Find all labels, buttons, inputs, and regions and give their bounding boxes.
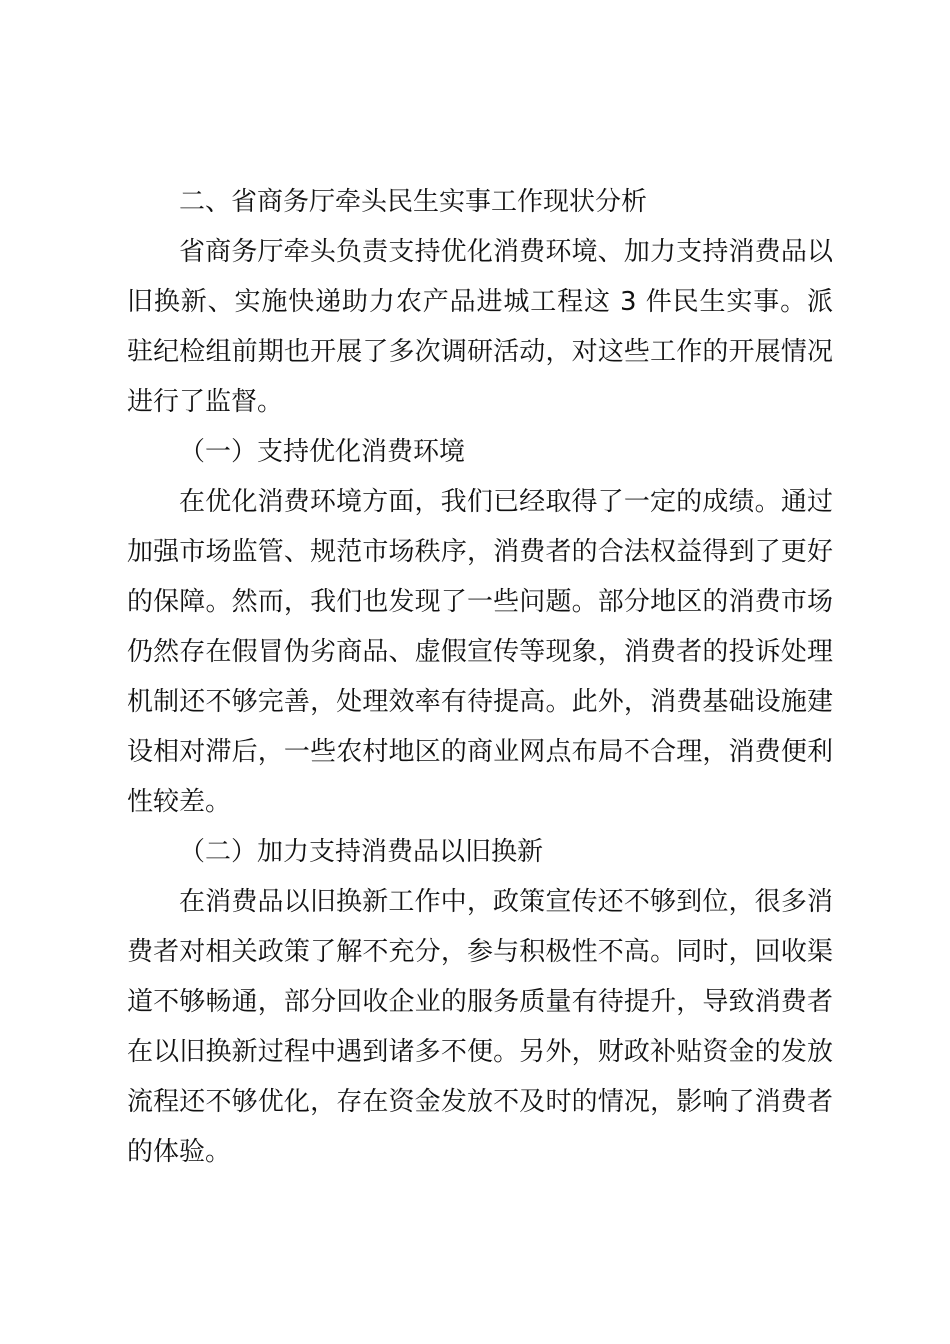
section-heading: 二、省商务厅牵头民生实事工作现状分析 (179, 187, 648, 217)
subsection-2-heading: （二）加力支持消费品以旧换新 (179, 837, 544, 867)
subsection-1-paragraph: 在优化消费环境方面，我们已经取得了一定的成绩。通过加强市场监管、规范市场秩序，消费者的合法权益得到了更好的保障。然而，我们也发现了一些问题。部分地区的消费市场仍然存在假冒伪劣商品、虚假宣传等现象，消费者的投诉处理机制还不够完善，处理效率有待提高。此外，消费基础设施建设相对滞后，一些农村地区的商业网点布局不合理，消费便利性较差。 (127, 487, 833, 817)
subsection-1-heading: （一）支持优化消费环境 (179, 437, 466, 467)
subsection-2-paragraph: 在消费品以旧换新工作中，政策宣传还不够到位，很多消费者对相关政策了解不充分，参与积极性不高。同时，回收渠道不够畅通，部分回收企业的服务质量有待提升，导致消费者在以旧换新过程中遇到诸多不便。另外，财政补贴资金的发放流程还不够优化，存在资金发放不及时的情况，影响了消费者的体验。 (127, 887, 833, 1167)
document-body (127, 177, 833, 1177)
intro-paragraph: 省商务厅牵头负责支持优化消费环境、加力支持消费品以旧换新、实施快递助力农产品进城工程这 3 件民生实事。派驻纪检组前期也开展了多次调研活动，对这些工作的开展情况进行了监督。 (127, 237, 833, 417)
